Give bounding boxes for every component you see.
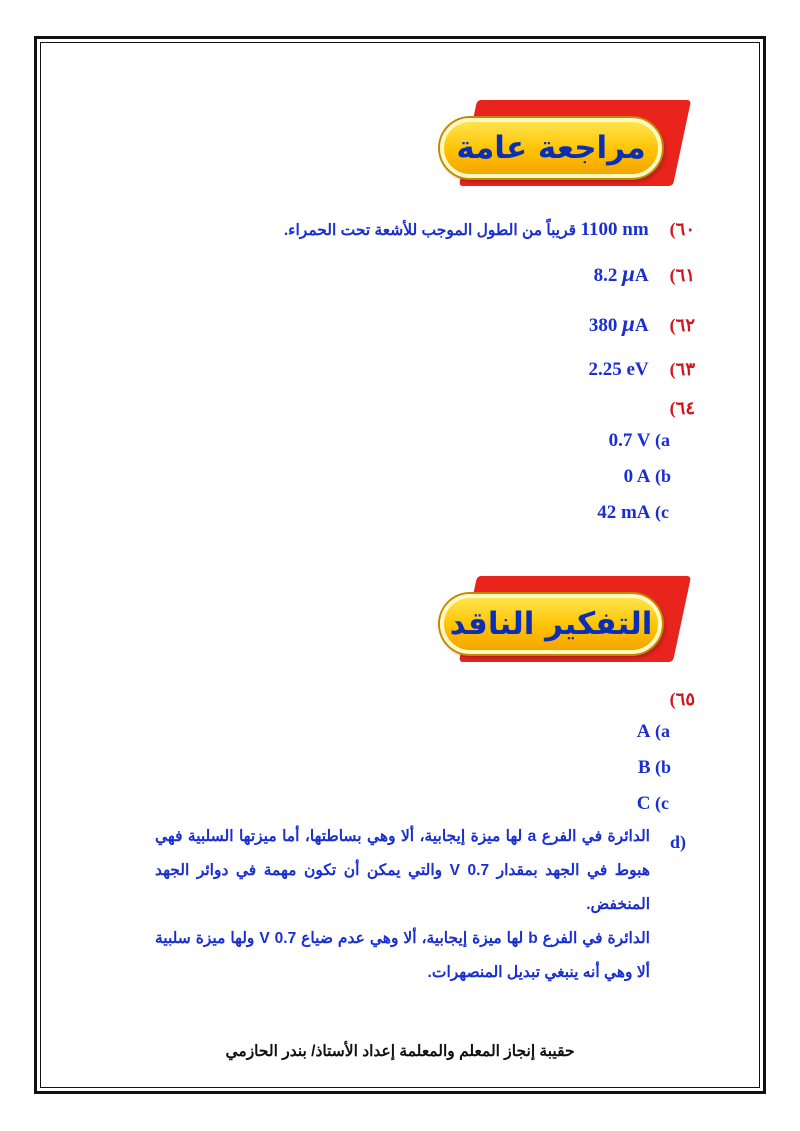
question-number: ٦٣) <box>669 359 695 379</box>
question-number: ٦٠) <box>669 219 695 239</box>
question-65-part-c <box>637 793 695 815</box>
answer-value: 0 A <box>623 466 651 487</box>
part-label: (a <box>655 721 670 741</box>
question-number: ٦٤) <box>669 398 695 418</box>
part-label: (b <box>655 466 672 486</box>
question-62 <box>589 311 695 337</box>
answer-text: قريباً من الطول الموجب للأشعة تحت الحمراء. <box>283 222 577 239</box>
question-61 <box>594 261 695 287</box>
review-section-title: مراجعة عامة <box>456 130 646 166</box>
question-64-part-c <box>597 502 695 524</box>
part-label: (c <box>655 502 669 522</box>
answer-value: 0.7 V <box>608 430 651 451</box>
answer-value: A <box>636 721 651 742</box>
question-number: ٦٥) <box>669 689 695 709</box>
answer-value: 1100 nm <box>580 219 649 240</box>
question-number: ٦١) <box>669 265 695 285</box>
question-65-part-b <box>638 757 695 779</box>
review-section-badge <box>440 100 690 190</box>
answer-value: 380 μA <box>588 311 649 336</box>
part-label: (b <box>655 757 672 777</box>
critical-thinking-section-badge <box>440 576 690 666</box>
part-label: (a <box>655 430 670 450</box>
answer-value: B <box>637 757 651 778</box>
question-64-part-a <box>609 430 695 452</box>
critical-thinking-section-title: التفكير الناقد <box>449 606 653 642</box>
question-number: ٦٢) <box>669 315 695 335</box>
question-65-part-a <box>637 721 695 743</box>
answer-value: 2.25 eV <box>588 359 649 380</box>
page-footer: حقيبة إنجاز المعلم والمعلمة إعداد الأستاذ/ بندر الحازمي <box>225 1043 575 1060</box>
question-64 <box>670 398 695 419</box>
question-65-part-d-paragraph-2: الدائرة في الفرع b لها ميزة إيجابية، ألا وهي عدم ضياع 0.7 V ولها ميزة سلبية ألا وهي أنه ينبغي تبديل المنصهرات. <box>155 930 650 981</box>
part-label: (c <box>655 793 669 813</box>
answer-value: 8.2 μA <box>593 261 649 286</box>
question-64-part-b <box>624 466 695 488</box>
question-60 <box>284 219 695 241</box>
answer-value: C <box>636 793 651 814</box>
answer-value: 42 mA <box>597 502 651 523</box>
question-65 <box>670 689 695 710</box>
question-65-part-d-paragraph-1: الدائرة في الفرع a لها ميزة إيجابية، ألا وهي بساطتها، أما ميزتها السلبية فهي هبوط في الجهد بمقدار 0.7 V والتي يمكن أن تكون مهمة في دوائر الجهد المنخفض. <box>155 828 650 913</box>
question-65-part-d-label: d) <box>670 832 687 852</box>
question-63 <box>589 359 696 381</box>
